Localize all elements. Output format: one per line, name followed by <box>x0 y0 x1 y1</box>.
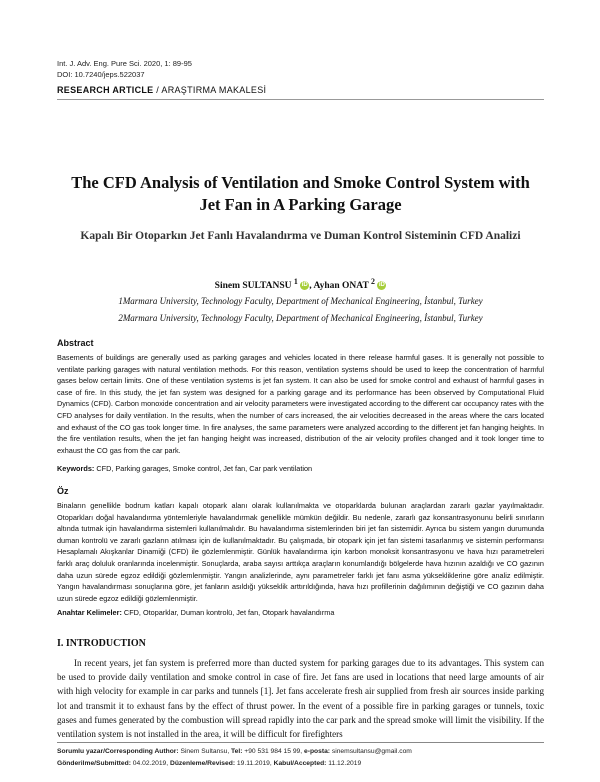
orcid-icon[interactable]: iD <box>378 282 385 289</box>
author-list <box>57 277 544 291</box>
affiliation-1: 1Marmara University, Technology Faculty, Department of Mechanical Engineering, İstanbul, Turkey <box>118 296 483 306</box>
journal-doi: DOI: 10.7240/jeps.522037 <box>57 70 145 79</box>
footer <box>57 742 544 769</box>
oz-heading: Öz <box>57 486 69 496</box>
anahtar-kelimeler-label: Anahtar Kelimeler: <box>57 608 122 617</box>
journal-header <box>57 58 192 80</box>
abstract-heading: Abstract <box>57 338 94 348</box>
tel-label: Tel: <box>231 748 243 755</box>
revised-date: 19.11.2019, <box>235 759 274 767</box>
corr-label: Sorumlu yazar/Corresponding Author: <box>57 748 179 755</box>
author-1-sup: 1 <box>293 277 298 286</box>
oz-text: Binaların genellikle bodrum katları kapalı otopark alanı olarak kullanılmakta ve otoparklarda bulunan araçlardan zararlı gazlar yayılmaktadır. Otoparkları doğal havalandırma yöntemleriyle havalandırmak genellikle mümkün değildir. Bu nedenle, zararlı gaz konsantrasyonunu belirli sınırların altında tutmak için havalandırma sistemleri kullanılmalıdır. Bu havalandırma sistemlerinden biri jet fan sistemidir. Ayrıca bu sistem yangın durumunda duman kontrolü ve zararlı gazların atılması için de kullanılmaktadır. Bu çalışmada, bir otopark için jet fan sistemi tasarlanmış ve sistemin performansı Hesaplamalı Akışkanlar Dinamiği (CFD) ile gözlemlenmiştir. Günlük havalandırma için karbon monoksit konsantrasyonu ve hava hızı parametreleri farklı araç doluluk oranlarında incelenmiştir. Sonuçlarda, araba sayısı arttıkça araçların konumlandığı bölgelerde hava hızının azaldığı ve CO gazının daha uzun sürede egzoz edildiği gözlemlenmiştir. Yangın analizlerinde, aynı parametreler farklı jet fanı asma yüksekliklerine göre analiz edilmiştir. Yangın havalandırması sonuçlarına göre, jet fanların asıldığı yükseklik arttırıldığında, hava hızı profillerinin dağılımının değiştiği ve CO gazının daha uzun sürede egzoz edildiği gözlemlenmiştir. <box>57 501 544 603</box>
email-link[interactable]: sinemsultansu@gmail.com <box>330 748 412 755</box>
accepted-date: 11.12.2019 <box>326 759 362 767</box>
anahtar-kelimeler-values: CFD, Otoparklar, Duman kontrolü, Jet fan, Otopark havalandırma <box>121 608 335 617</box>
author-2-name: Ayhan ONAT <box>313 281 369 292</box>
paper-title-tr: Kapalı Bir Otoparkın Jet Fanlı Havalandırma ve Duman Kontrol Sisteminin CFD Analizi <box>80 230 521 242</box>
email-label: e-posta: <box>304 748 331 755</box>
corr-name: Sinem Sultansu, <box>178 748 232 755</box>
footer-dates <box>57 758 544 770</box>
revised-label: Düzenleme/Revised: <box>170 759 236 767</box>
paper-title-line1: The CFD Analysis of Ventilation and Smoke Control System with <box>71 173 530 192</box>
paper-title-line2: Jet Fan in A Parking Garage <box>199 195 402 214</box>
submitted-date: 04.02.2019, <box>130 759 170 767</box>
introduction-heading: I. INTRODUCTION <box>57 638 146 649</box>
article-type-en: RESEARCH ARTICLE <box>57 85 154 95</box>
author-2-sup: 2 <box>370 277 375 286</box>
submitted-label: Gönderilme/Submitted: <box>57 759 131 767</box>
abstract-keywords <box>57 464 312 473</box>
introduction-text: In recent years, jet fan system is preferred more than ducted system for parking garages due to its advantages. This system can be used to provide daily ventilation and smoke control in case of fire. Jet fans are used in locations that need large amounts of air with high velocity for example in car parks and tunnels [1]. Jet fans accelerate fresh air supplied from fresh air sources inside parking lot and transmit it to exhaust fans by the effect of thrust power. In the event of a possible fire in parking garages or tunnels, toxic gases and fumes generated by the combustion will spread rapidly into the car park and the spread smoke will limit the visibility. If the ventilation system is not installed in the area, it will be difficult for firefighters <box>57 658 544 740</box>
orcid-icon[interactable]: iD <box>301 282 308 289</box>
oz-keywords <box>57 608 334 617</box>
author-sep: , <box>309 281 314 292</box>
paper-title <box>57 172 544 216</box>
journal-citation: Int. J. Adv. Eng. Pure Sci. 2020, 1: 89-95 <box>57 59 192 68</box>
author-1-name: Sinem SULTANSU <box>214 281 292 292</box>
footer-corresponding <box>57 746 544 758</box>
article-type-banner <box>57 85 544 100</box>
tel-value: +90 531 984 15 99, <box>242 748 304 755</box>
article-type-sep: / <box>153 85 162 95</box>
accepted-label: Kabul/Accepted: <box>273 759 327 767</box>
keywords-label: Keywords: <box>57 464 95 473</box>
keywords-values: CFD, Parking garages, Smoke control, Jet fan, Car park ventilation <box>94 464 313 473</box>
abstract-text: Basements of buildings are generally used as parking garages and vehicles located in there release harmful gases. It is generally not possible to ventilate parking garages with natural ventilation methods. For this reason, ventilation systems should be used to keep the concentration of harmful gases below certain limits. One of these ventilation systems is jet fan system. It can also be used for smoke control and exhaust of harmful gases in case of fire. In this study, the jet fan system was designed for a parking garage and its performance has been observed by Computational Fluid Dynamics (CFD). Carbon monoxide concentration and air velocity parameters were investigated according to the different car occupancy rates with the CFD analyses for daily ventilation. In the results, when the number of cars increased, the air velocities decreased in the areas where the cars located and exhaust of the CO gas took longer time. In fire analyses, the same parameters were analyzed according to the different jet fan hanging heights. In the fire ventilation results, when the jet fan hanging height was increased, distribution of the air velocity profiles changed and it took longer time to exhaust the CO gas from the car park. <box>57 353 544 455</box>
affiliation-2: 2Marmara University, Technology Faculty, Department of Mechanical Engineering, İstanbul, Turkey <box>118 313 483 323</box>
article-type-tr: ARAŞTIRMA MAKALESİ <box>161 85 267 95</box>
